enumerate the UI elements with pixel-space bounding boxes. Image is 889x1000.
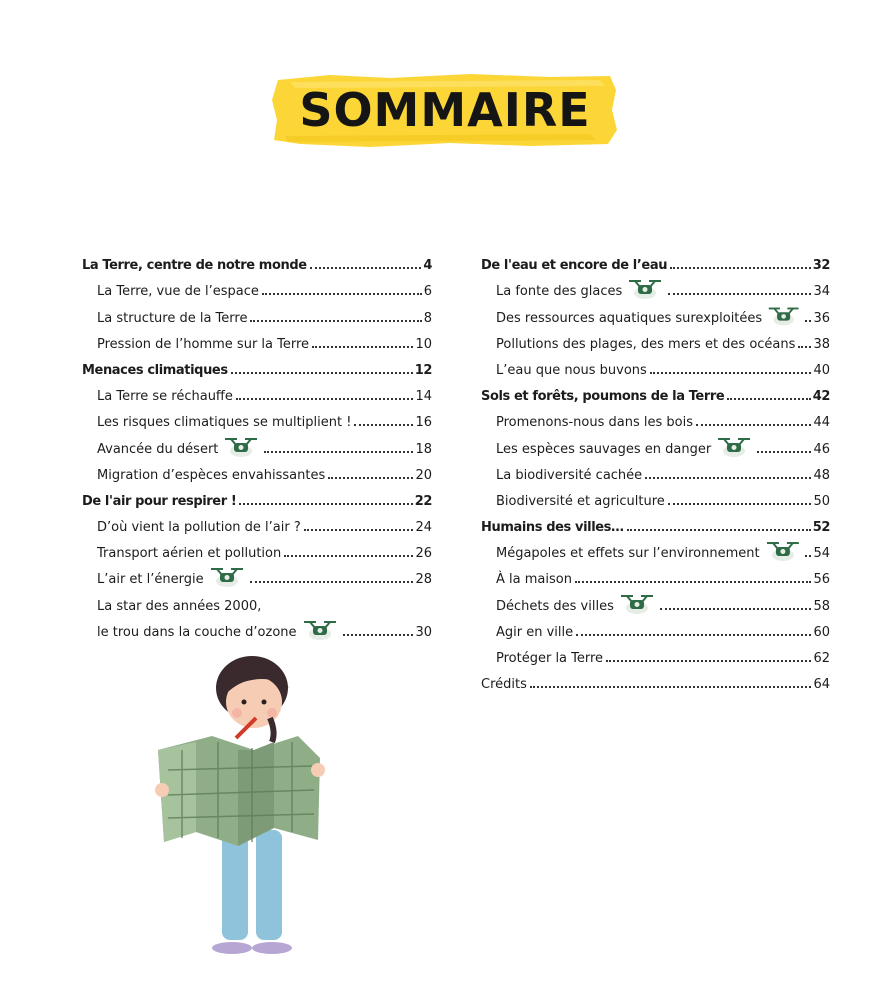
toc-page-number: 54 — [813, 546, 830, 562]
toc-left-column — [82, 247, 432, 640]
toc-page-number: 48 — [813, 467, 830, 483]
dot-leader — [239, 503, 412, 505]
toc-label: Menaces climatiques — [82, 362, 228, 378]
toc-page-number: 58 — [813, 598, 830, 614]
toc-label: Avancée du désert — [97, 441, 219, 457]
dot-leader — [328, 477, 413, 479]
toc-label: Transport aérien et pollution — [97, 546, 282, 562]
toc-entry-row — [82, 509, 432, 535]
toc-section-row — [82, 483, 432, 509]
toc-label: La biodiversité cachée — [496, 467, 643, 483]
dot-leader — [264, 451, 413, 453]
toc-entry-row — [82, 561, 432, 587]
dot-leader — [606, 660, 811, 662]
toc-label: L’air et l’énergie — [97, 572, 204, 588]
girl-with-map-illustration — [152, 650, 332, 970]
toc-label: Crédits — [481, 677, 527, 693]
toc-page-number: 16 — [415, 415, 432, 431]
dot-leader — [262, 293, 422, 295]
title-banner — [270, 70, 620, 150]
toc-label: De l'air pour respirer ! — [82, 493, 237, 509]
toc-label: Des ressources aquatiques surexploitées — [496, 310, 763, 326]
toc-right-column — [481, 247, 830, 692]
toc-section-row — [82, 352, 432, 378]
toc-entry-row — [481, 430, 830, 456]
toc-label: Promenons-nous dans les bois — [496, 415, 693, 431]
toc-label: La Terre, vue de l’espace — [97, 284, 259, 300]
drone-icon — [300, 618, 340, 640]
toc-page-number: 24 — [415, 520, 432, 536]
toc-entry-row — [481, 535, 830, 561]
toc-page-number: 64 — [813, 677, 830, 693]
toc-section-row — [481, 378, 830, 404]
toc-label: le trou dans la couche d’ozone — [97, 624, 297, 640]
dot-leader — [805, 320, 811, 322]
toc-entry-row — [481, 352, 830, 378]
toc-page-number: 52 — [812, 520, 830, 536]
toc-section-row — [82, 247, 432, 273]
toc-entry-row — [481, 561, 830, 587]
toc-page-number: 36 — [813, 310, 830, 326]
dot-leader — [696, 424, 811, 426]
dot-leader — [236, 398, 414, 400]
dot-leader — [310, 267, 422, 269]
toc-label: D’où vient la pollution de l’air ? — [97, 520, 301, 536]
toc-entry-row — [481, 273, 830, 299]
toc-page-number: 46 — [813, 441, 830, 457]
toc-page-number: 10 — [415, 336, 432, 352]
dot-leader — [805, 555, 811, 557]
toc-label: Biodiversité et agriculture — [496, 493, 665, 509]
toc-label: La star des années 2000, — [97, 598, 262, 614]
toc-page-number: 12 — [414, 362, 432, 378]
toc-entry-row — [82, 535, 432, 561]
toc-page-number: 30 — [415, 624, 432, 640]
toc-entry-row — [481, 666, 830, 692]
toc-page-number: 42 — [812, 389, 830, 405]
drone-icon — [765, 304, 802, 326]
toc-label: De l'eau et encore de l’eau — [481, 258, 668, 274]
dot-leader — [304, 529, 414, 531]
dot-leader — [354, 424, 413, 426]
toc-label: Les espèces sauvages en danger — [496, 441, 712, 457]
dot-leader — [627, 529, 811, 531]
toc-page-number: 22 — [414, 493, 432, 509]
toc-page-number: 60 — [813, 624, 830, 640]
toc-label: Pression de l’homme sur la Terre — [97, 336, 310, 352]
toc-page-number: 14 — [415, 389, 432, 405]
toc-page-number: 28 — [415, 572, 432, 588]
toc-label: La fonte des glaces — [496, 284, 623, 300]
dot-leader — [312, 346, 413, 348]
toc-label: Déchets des villes — [496, 598, 614, 614]
toc-section-row — [481, 509, 830, 535]
toc-label: Agir en ville — [496, 624, 574, 640]
toc-page-number: 44 — [813, 415, 830, 431]
dot-leader — [668, 503, 812, 505]
toc-label: Protéger la Terre — [496, 651, 604, 666]
dot-leader — [250, 581, 414, 583]
dot-leader — [575, 581, 812, 583]
page-title: SOMMAIRE — [299, 83, 591, 137]
toc-page-number: 40 — [813, 362, 830, 378]
dot-leader — [798, 346, 811, 348]
toc-page-number: 56 — [813, 572, 830, 588]
toc-page-number: 34 — [813, 284, 830, 300]
dot-leader — [576, 634, 811, 636]
toc-entry-row — [481, 483, 830, 509]
toc-label: La structure de la Terre — [97, 310, 248, 326]
dot-leader — [250, 320, 421, 322]
toc-entry-row — [481, 326, 830, 352]
dot-leader — [727, 398, 810, 400]
dot-leader — [231, 372, 413, 374]
toc-label: Sols et forêts, poumons de la Terre — [481, 389, 725, 405]
toc-page-number: 38 — [813, 336, 830, 352]
dot-leader — [650, 372, 812, 374]
toc-entry-row — [481, 404, 830, 430]
dot-leader — [660, 608, 812, 610]
drone-icon — [617, 592, 657, 614]
toc-label: Mégapoles et effets sur l’environnement — [496, 546, 760, 562]
dot-leader — [670, 267, 811, 269]
toc-label: À la maison — [496, 572, 572, 588]
drone-icon — [714, 435, 754, 457]
dot-leader — [757, 451, 811, 453]
toc-page-number: 50 — [813, 493, 830, 509]
toc-page-number: 32 — [812, 258, 830, 274]
toc-page-number: 4 — [423, 258, 432, 274]
drone-icon — [625, 277, 665, 299]
toc-entry-row — [82, 326, 432, 352]
toc-entry-row — [82, 457, 432, 483]
toc-label: L’eau que nous buvons — [496, 362, 647, 378]
dot-leader — [645, 477, 811, 479]
drone-icon — [763, 539, 803, 561]
toc-page-number: 6 — [423, 284, 432, 300]
toc-section-row — [481, 247, 830, 273]
toc-page-number: 26 — [415, 546, 432, 562]
toc-page-number: 18 — [415, 441, 432, 457]
toc-entry-row — [82, 273, 432, 299]
toc-label: Pollutions des plages, des mers et des océans — [496, 336, 796, 352]
toc-page-number: 8 — [423, 310, 432, 326]
toc-entry-row — [481, 457, 830, 483]
dot-leader — [343, 634, 414, 636]
dot-leader — [530, 686, 812, 688]
toc-entry-row — [82, 430, 432, 456]
toc-entry-row — [481, 614, 830, 640]
toc-label: Les risques climatiques se multiplient ! — [97, 415, 352, 431]
toc-entry-row — [82, 614, 432, 640]
toc-entry-row — [82, 587, 432, 613]
toc-page-number: 62 — [813, 651, 830, 666]
drone-icon — [221, 435, 261, 457]
toc-entry-row — [82, 404, 432, 430]
toc-entry-row — [82, 378, 432, 404]
toc-entry-row — [82, 299, 432, 325]
toc-entry-row — [481, 299, 830, 325]
toc-page-number: 20 — [415, 467, 432, 483]
toc-label: Migration d’espèces envahissantes — [97, 467, 326, 483]
drone-icon — [207, 565, 247, 587]
dot-leader — [668, 293, 811, 295]
toc-entry-row — [481, 587, 830, 613]
dot-leader — [284, 555, 413, 557]
toc-label: La Terre, centre de notre monde — [82, 258, 307, 274]
toc-label: Humains des villes… — [481, 520, 624, 536]
toc-entry-row — [481, 640, 830, 666]
toc-label: La Terre se réchauffe — [97, 389, 233, 405]
